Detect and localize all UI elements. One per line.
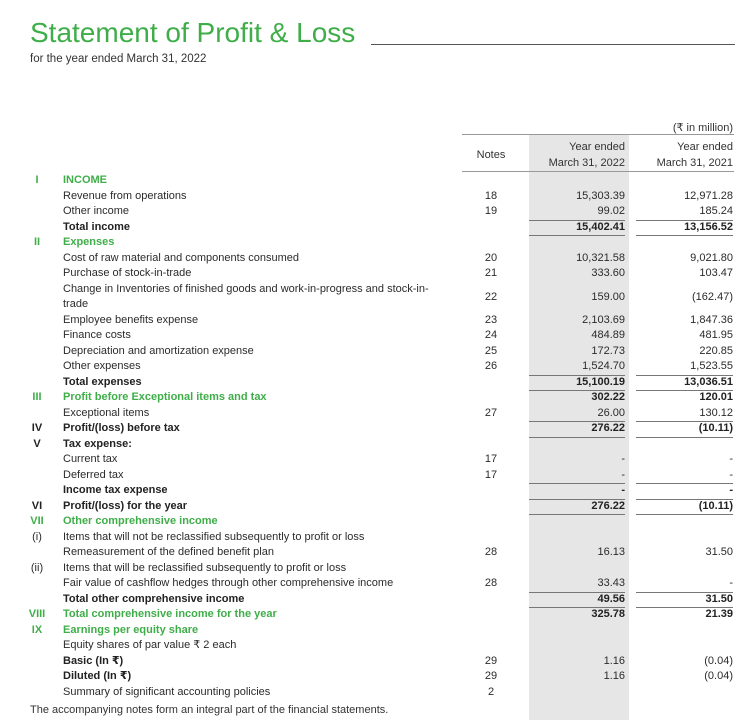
row-label: Fair value of cashflow hedges through other comprehensive income (63, 577, 394, 589)
page-title: Statement of Profit & Loss (30, 17, 356, 48)
row-previous-value: 120.01 (699, 391, 733, 403)
row-current-value: 159.00 (591, 290, 625, 303)
row-label: Tax expense: (63, 437, 132, 450)
row-previous-value: 31.50 (636, 592, 733, 609)
row-label: Items that will not be reclassified subsequently to profit or loss (63, 530, 365, 543)
row-label: Change in Inventories of finished goods and work-in-progress and stock-in-trade (63, 282, 429, 310)
footer-note: The accompanying notes form an integral part of the financial statements. (30, 704, 389, 716)
row-label: Summary of significant accounting policies (63, 685, 271, 698)
row-previous-value: 31.50 (705, 546, 733, 558)
row-label: Revenue from operations (63, 189, 187, 202)
table-row (0, 607, 754, 623)
table-row (0, 251, 754, 267)
row-label: Profit/(loss) for the year (63, 499, 188, 512)
row-number: I (35, 174, 39, 186)
row-number: (i) (32, 530, 42, 543)
table-row (0, 390, 754, 406)
row-note: 27 (484, 406, 498, 419)
row-number: III (32, 391, 42, 403)
row-number: V (33, 437, 41, 450)
table-row (0, 468, 754, 484)
row-note: 17 (484, 453, 498, 465)
row-label: Exceptional items (63, 406, 150, 419)
row-note: 21 (484, 267, 498, 279)
row-previous-value: 220.85 (699, 344, 733, 357)
row-current-value: 1.16 (603, 654, 625, 667)
table-row (0, 282, 754, 313)
row-previous-value: 21.39 (705, 608, 733, 620)
table-row (0, 669, 754, 685)
row-current-value: 2,103.69 (582, 313, 625, 326)
row-previous-value: - (636, 468, 733, 485)
row-note: 28 (484, 577, 498, 589)
current-year-header-line2: March 31, 2022 (548, 157, 625, 169)
row-current-value: 1,524.70 (529, 359, 625, 376)
row-previous-value: 13,156.52 (636, 220, 733, 237)
table-row (0, 623, 754, 639)
row-label: Current tax (63, 453, 118, 465)
table-row (0, 592, 754, 608)
table-row (0, 313, 754, 329)
row-label: Profit before Exceptional items and tax (63, 391, 267, 403)
row-label: Items that will be reclassified subsequently to profit or loss (63, 561, 347, 574)
row-previous-value: (10.11) (636, 499, 733, 516)
row-label: Deferred tax (63, 468, 124, 481)
row-note: 28 (484, 546, 498, 558)
row-previous-value: (0.04) (704, 670, 733, 682)
row-label: Basic (In ₹) (63, 654, 124, 667)
row-note: 17 (484, 468, 498, 481)
table-row (0, 685, 754, 701)
table-row (0, 266, 754, 282)
table-row (0, 514, 754, 530)
row-current-value: - (529, 468, 625, 485)
table-row (0, 235, 754, 251)
table-row (0, 654, 754, 670)
row-note: 19 (484, 205, 498, 217)
row-previous-value: - (636, 576, 733, 593)
row-label: INCOME (63, 174, 107, 186)
row-label: Total expenses (63, 375, 142, 388)
table-row (0, 189, 754, 205)
table-row (0, 328, 754, 344)
row-label: Remeasurement of the defined benefit plan (63, 546, 274, 558)
row-current-value: 99.02 (529, 204, 625, 221)
row-label: Profit/(loss) before tax (63, 422, 180, 434)
table-row (0, 173, 754, 189)
row-current-value: 10,321.58 (576, 251, 625, 264)
row-current-value: 15,303.39 (576, 189, 625, 202)
row-current-value: 333.60 (591, 267, 625, 279)
notes-header: Notes (476, 149, 506, 161)
row-previous-value: 185.24 (636, 204, 733, 221)
row-note: 25 (484, 344, 498, 357)
row-label: Expenses (63, 236, 115, 248)
row-note: 29 (484, 654, 498, 667)
row-current-value: 26.00 (529, 406, 625, 423)
table-row (0, 421, 754, 437)
row-current-value: 484.89 (591, 329, 625, 341)
row-current-value: - (621, 453, 625, 465)
row-current-value: 302.22 (591, 391, 625, 403)
row-current-value: 15,402.41 (529, 220, 625, 237)
row-previous-value: 9,021.80 (690, 251, 733, 264)
row-number: II (33, 236, 41, 248)
row-current-value: 49.56 (529, 592, 625, 609)
row-label: Diluted (In ₹) (63, 670, 132, 682)
row-note: 22 (484, 290, 498, 303)
row-previous-value: (0.04) (704, 654, 733, 667)
row-current-value: 1.16 (603, 670, 625, 682)
table-row (0, 359, 754, 375)
table-row (0, 499, 754, 515)
row-note: 26 (484, 360, 498, 372)
row-label: Equity shares of par value ₹ 2 each (63, 639, 237, 651)
row-previous-value: 1,523.55 (636, 359, 733, 376)
row-label: Earnings per equity share (63, 623, 199, 636)
title-rule (371, 44, 735, 45)
row-current-value: 16.13 (597, 546, 625, 558)
row-note: 24 (484, 329, 498, 341)
row-label: Depreciation and amortization expense (63, 344, 254, 357)
row-previous-value: 481.95 (699, 329, 733, 341)
row-label: Income tax expense (63, 484, 168, 496)
row-note: 2 (487, 685, 495, 698)
row-previous-value: 12,971.28 (684, 189, 733, 202)
previous-year-header-line2: March 31, 2021 (656, 157, 733, 169)
table-row (0, 530, 754, 546)
table-row (0, 561, 754, 577)
table-row (0, 576, 754, 592)
header-bottom-rule (462, 171, 734, 172)
current-year-header-line1: Year ended (569, 141, 625, 153)
row-note: 20 (484, 251, 498, 264)
row-previous-value: 13,036.51 (636, 375, 733, 392)
row-current-value: 276.22 (529, 421, 625, 438)
row-current-value: 276.22 (529, 499, 625, 516)
row-previous-value: - (729, 453, 733, 465)
previous-year-header-line1: Year ended (677, 141, 733, 153)
table-row (0, 483, 754, 499)
row-number: IV (31, 422, 43, 434)
row-current-value: 325.78 (591, 608, 625, 620)
table-row (0, 545, 754, 561)
row-label: Total other comprehensive income (63, 592, 245, 605)
row-note: 29 (484, 670, 498, 682)
row-label: Total comprehensive income for the year (63, 608, 277, 620)
row-number: IX (31, 623, 43, 636)
table-row (0, 375, 754, 391)
row-label: Other comprehensive income (63, 515, 218, 527)
row-number: VI (31, 499, 43, 512)
row-previous-value: 130.12 (636, 406, 733, 423)
row-label: Other expenses (63, 360, 141, 372)
row-label: Purchase of stock-in-trade (63, 267, 192, 279)
row-label: Cost of raw material and components consumed (63, 251, 300, 264)
row-label: Finance costs (63, 329, 131, 341)
table-row (0, 220, 754, 236)
row-current-value: 33.43 (529, 576, 625, 593)
row-previous-value: (162.47) (692, 290, 733, 303)
row-previous-value: - (636, 483, 733, 500)
table-row (0, 452, 754, 468)
table-row (0, 406, 754, 422)
row-number: VII (30, 515, 44, 527)
row-current-value: 15,100.19 (529, 375, 625, 392)
row-previous-value: 1,847.36 (690, 313, 733, 326)
row-previous-value: (10.11) (636, 421, 733, 438)
row-label: Employee benefits expense (63, 313, 199, 326)
table-row (0, 437, 754, 453)
table-row (0, 204, 754, 220)
table-row (0, 638, 754, 654)
row-current-value: 172.73 (591, 344, 625, 357)
row-previous-value: 103.47 (699, 267, 733, 279)
row-current-value: - (529, 483, 625, 500)
page-subtitle: for the year ended March 31, 2022 (30, 53, 207, 65)
row-note: 23 (484, 313, 498, 326)
units-label: (₹ in million) (672, 122, 733, 134)
row-note: 18 (484, 189, 498, 202)
row-number: VIII (28, 608, 46, 620)
row-label: Total income (63, 220, 131, 233)
row-number: (ii) (30, 561, 44, 574)
header-top-rule (462, 134, 734, 135)
row-label: Other income (63, 205, 130, 217)
table-row (0, 344, 754, 360)
